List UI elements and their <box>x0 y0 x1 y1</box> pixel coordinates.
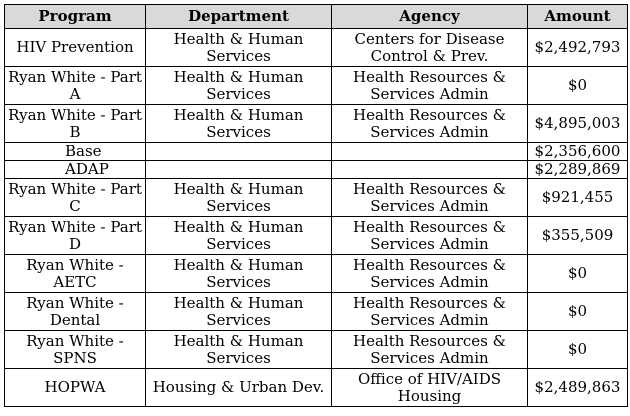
cell-program: Ryan White - Dental <box>5 293 146 331</box>
cell-program: HOPWA <box>5 369 146 407</box>
cell-department: Health & Human Services <box>146 255 332 293</box>
cell-agency <box>332 161 528 179</box>
cell-agency: Health Resources & Services Admin <box>332 331 528 369</box>
cell-program: Ryan White - SPNS <box>5 331 146 369</box>
cell-department: Health & Human Services <box>146 67 332 105</box>
table-row <box>5 143 628 161</box>
cell-program: Ryan White - Part C <box>5 179 146 217</box>
header-program: Program <box>5 5 146 29</box>
cell-department: Health & Human Services <box>146 105 332 143</box>
cell-program: Ryan White - Part D <box>5 217 146 255</box>
table-row <box>5 293 628 331</box>
cell-agency: Health Resources & Services Admin <box>332 217 528 255</box>
cell-amount: $2,492,793 <box>528 29 628 67</box>
cell-department <box>146 161 332 179</box>
cell-program: Base <box>5 143 146 161</box>
header-department: Department <box>146 5 332 29</box>
funding-table <box>4 4 628 407</box>
cell-amount: $2,289,869 <box>528 161 628 179</box>
cell-department: Health & Human Services <box>146 217 332 255</box>
table-row <box>5 29 628 67</box>
cell-program: Ryan White - Part B <box>5 105 146 143</box>
cell-agency: Health Resources & Services Admin <box>332 67 528 105</box>
cell-amount: $0 <box>528 331 628 369</box>
cell-program: ADAP <box>5 161 146 179</box>
header-agency: Agency <box>332 5 528 29</box>
cell-department: Health & Human Services <box>146 331 332 369</box>
table-row <box>5 217 628 255</box>
cell-amount: $4,895,003 <box>528 105 628 143</box>
cell-program: Ryan White - AETC <box>5 255 146 293</box>
table-row <box>5 67 628 105</box>
cell-amount: $2,489,863 <box>528 369 628 407</box>
cell-amount: $0 <box>528 67 628 105</box>
table-row <box>5 105 628 143</box>
table-row <box>5 161 628 179</box>
header-amount: Amount <box>528 5 628 29</box>
table-row <box>5 369 628 407</box>
cell-agency: Health Resources & Services Admin <box>332 255 528 293</box>
cell-department <box>146 143 332 161</box>
cell-amount: $2,356,600 <box>528 143 628 161</box>
table-row <box>5 179 628 217</box>
cell-amount: $921,455 <box>528 179 628 217</box>
cell-program: Ryan White - Part A <box>5 67 146 105</box>
cell-agency: Health Resources & Services Admin <box>332 105 528 143</box>
cell-amount: $355,509 <box>528 217 628 255</box>
cell-department: Health & Human Services <box>146 179 332 217</box>
header-row <box>5 5 628 29</box>
cell-program: HIV Prevention <box>5 29 146 67</box>
table-header <box>5 5 628 29</box>
cell-department: Health & Human Services <box>146 29 332 67</box>
cell-department: Health & Human Services <box>146 293 332 331</box>
cell-department: Housing & Urban Dev. <box>146 369 332 407</box>
cell-agency: Centers for Disease Control & Prev. <box>332 29 528 67</box>
cell-agency: Office of HIV/AIDS Housing <box>332 369 528 407</box>
cell-amount: $0 <box>528 255 628 293</box>
cell-amount: $0 <box>528 293 628 331</box>
cell-agency: Health Resources & Services Admin <box>332 179 528 217</box>
table-row <box>5 331 628 369</box>
cell-agency: Health Resources & Services Admin <box>332 293 528 331</box>
table-row <box>5 255 628 293</box>
table-body <box>5 29 628 407</box>
cell-agency <box>332 143 528 161</box>
